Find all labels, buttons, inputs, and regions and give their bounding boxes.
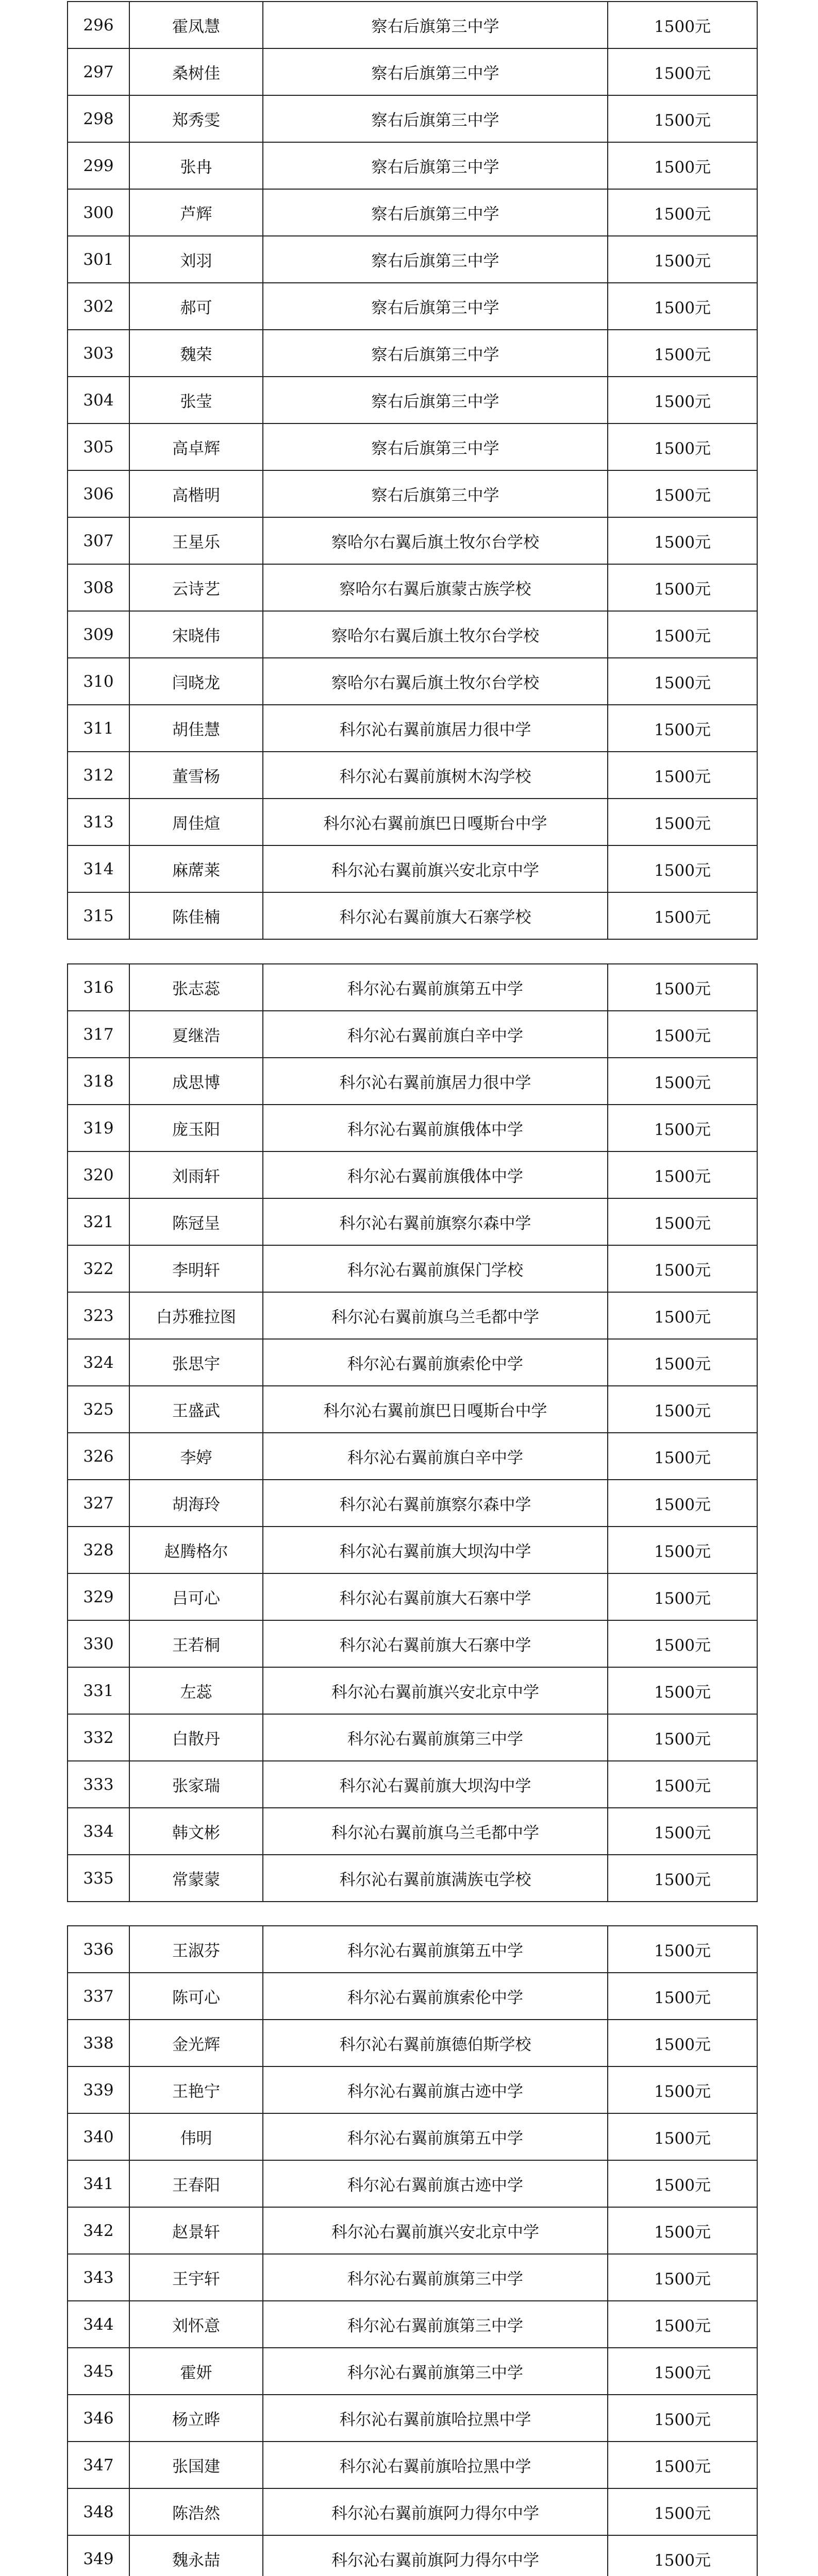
award-amount: 1500元 [608,2254,757,2301]
school-name: 科尔沁右翼前旗俄体中学 [263,1105,608,1151]
award-amount: 1500元 [608,2160,757,2207]
school-name: 科尔沁右翼前旗兴安北京中学 [263,2207,608,2254]
school-name: 科尔沁右翼前旗兴安北京中学 [263,1667,608,1714]
school-name: 察右后旗第三中学 [263,48,608,95]
row-number: 336 [68,1926,129,1973]
table-row [68,1926,757,1973]
table-row [68,2,757,48]
school-name: 科尔沁右翼前旗古迹中学 [263,2066,608,2113]
student-name: 张国建 [129,2442,263,2488]
school-name: 科尔沁右翼前旗第三中学 [263,1714,608,1761]
table-row [68,377,757,423]
row-number: 327 [68,1480,129,1527]
school-name: 科尔沁右翼前旗哈拉黑中学 [263,2395,608,2442]
award-amount: 1500元 [608,1527,757,1573]
award-amount: 1500元 [608,95,757,142]
table-row [68,1011,757,1058]
school-name: 察右后旗第三中学 [263,189,608,236]
table-row [68,2535,757,2576]
school-name: 察右后旗第三中学 [263,95,608,142]
table-row [68,423,757,470]
table-row [68,1339,757,1386]
student-name: 王星乐 [129,517,263,564]
table-row [68,142,757,189]
school-name: 科尔沁右翼前旗第三中学 [263,2254,608,2301]
row-number: 345 [68,2348,129,2395]
award-amount: 1500元 [608,1292,757,1339]
student-name: 伟明 [129,2113,263,2160]
row-number: 317 [68,1011,129,1058]
row-number: 326 [68,1433,129,1480]
award-amount: 1500元 [608,705,757,752]
award-amount: 1500元 [608,1245,757,1292]
row-number: 296 [68,2,129,48]
student-name: 桑树佳 [129,48,263,95]
table-row [68,1245,757,1292]
student-name: 王淑芬 [129,1926,263,1973]
student-name: 吕可心 [129,1573,263,1620]
student-name: 王艳宁 [129,2066,263,2113]
scholarship-table-part-2 [67,963,758,1902]
table-row [68,2254,757,2301]
school-name: 科尔沁右翼前旗乌兰毛都中学 [263,1808,608,1855]
row-number: 299 [68,142,129,189]
student-name: 庞玉阳 [129,1105,263,1151]
table-row [68,1151,757,1198]
table-row [68,470,757,517]
student-name: 赵景轩 [129,2207,263,2254]
row-number: 322 [68,1245,129,1292]
table-row [68,1386,757,1433]
school-name: 科尔沁右翼前旗大石寨中学 [263,1620,608,1667]
row-number: 344 [68,2301,129,2348]
row-number: 341 [68,2160,129,2207]
school-name: 察右后旗第三中学 [263,142,608,189]
row-number: 301 [68,236,129,283]
row-number: 303 [68,330,129,377]
table-row [68,1808,757,1855]
award-amount: 1500元 [608,1480,757,1527]
student-name: 霍妍 [129,2348,263,2395]
table-row [68,2066,757,2113]
row-number: 338 [68,2020,129,2066]
student-name: 芦辉 [129,189,263,236]
table-row [68,964,757,1011]
award-amount: 1500元 [608,2535,757,2576]
award-amount: 1500元 [608,564,757,611]
table-row [68,2488,757,2535]
row-number: 297 [68,48,129,95]
school-name: 科尔沁右翼前旗察尔森中学 [263,1480,608,1527]
school-name: 察哈尔右翼后旗土牧尔台学校 [263,517,608,564]
row-number: 328 [68,1527,129,1573]
award-amount: 1500元 [608,1198,757,1245]
row-number: 332 [68,1714,129,1761]
student-name: 左蕊 [129,1667,263,1714]
row-number: 330 [68,1620,129,1667]
row-number: 306 [68,470,129,517]
award-amount: 1500元 [608,799,757,845]
school-name: 察右后旗第三中学 [263,377,608,423]
school-name: 科尔沁右翼前旗兴安北京中学 [263,845,608,892]
school-name: 科尔沁右翼前旗俄体中学 [263,1151,608,1198]
award-amount: 1500元 [608,1058,757,1105]
school-name: 察右后旗第三中学 [263,423,608,470]
table-row [68,2113,757,2160]
row-number: 312 [68,752,129,799]
row-number: 314 [68,845,129,892]
table-row [68,1855,757,1902]
school-name: 科尔沁右翼前旗索伦中学 [263,1973,608,2020]
student-name: 张莹 [129,377,263,423]
school-name: 科尔沁右翼前旗德伯斯学校 [263,2020,608,2066]
table-row [68,95,757,142]
row-number: 343 [68,2254,129,2301]
row-number: 307 [68,517,129,564]
student-name: 胡海玲 [129,1480,263,1527]
school-name: 科尔沁右翼前旗第五中学 [263,1926,608,1973]
school-name: 察哈尔右翼后旗土牧尔台学校 [263,611,608,658]
table-row [68,799,757,845]
student-name: 王宇轩 [129,2254,263,2301]
award-amount: 1500元 [608,1855,757,1902]
school-name: 科尔沁右翼前旗大坝沟中学 [263,1527,608,1573]
row-number: 302 [68,283,129,330]
student-name: 魏永喆 [129,2535,263,2576]
row-number: 298 [68,95,129,142]
student-name: 高卓辉 [129,423,263,470]
student-name: 成思博 [129,1058,263,1105]
row-number: 309 [68,611,129,658]
student-name: 夏继浩 [129,1011,263,1058]
student-name: 韩文彬 [129,1808,263,1855]
row-number: 324 [68,1339,129,1386]
row-number: 349 [68,2535,129,2576]
award-amount: 1500元 [608,1714,757,1761]
student-name: 霍凤慧 [129,2,263,48]
award-amount: 1500元 [608,189,757,236]
student-name: 高楷明 [129,470,263,517]
table-row [68,845,757,892]
table-row [68,2020,757,2066]
table-row [68,236,757,283]
table-row [68,2348,757,2395]
school-name: 科尔沁右翼前旗居力很中学 [263,705,608,752]
scholarship-table-part-3 [67,1925,758,2576]
row-number: 300 [68,189,129,236]
school-name: 科尔沁右翼前旗第三中学 [263,2348,608,2395]
table-row [68,330,757,377]
student-name: 魏荣 [129,330,263,377]
school-name: 科尔沁右翼前旗白辛中学 [263,1011,608,1058]
school-name: 科尔沁右翼前旗巴日嘎斯台中学 [263,1386,608,1433]
school-name: 科尔沁右翼前旗索伦中学 [263,1339,608,1386]
student-name: 郝可 [129,283,263,330]
school-name: 科尔沁右翼前旗乌兰毛都中学 [263,1292,608,1339]
table-row [68,517,757,564]
row-number: 319 [68,1105,129,1151]
table-row [68,752,757,799]
school-name: 察哈尔右翼后旗土牧尔台学校 [263,658,608,705]
table-row [68,2207,757,2254]
table-row [68,283,757,330]
award-amount: 1500元 [608,892,757,939]
award-amount: 1500元 [608,470,757,517]
row-number: 313 [68,799,129,845]
school-name: 科尔沁右翼前旗大石寨学校 [263,892,608,939]
student-name: 周佳煊 [129,799,263,845]
student-name: 张志蕊 [129,964,263,1011]
student-name: 杨立晔 [129,2395,263,2442]
row-number: 333 [68,1761,129,1808]
school-name: 察右后旗第三中学 [263,236,608,283]
table-row [68,2160,757,2207]
student-name: 董雪杨 [129,752,263,799]
table-row [68,892,757,939]
table-row [68,564,757,611]
award-amount: 1500元 [608,752,757,799]
school-name: 科尔沁右翼前旗满族屯学校 [263,1855,608,1902]
row-number: 342 [68,2207,129,2254]
table-row [68,1573,757,1620]
school-name: 科尔沁右翼前旗巴日嘎斯台中学 [263,799,608,845]
row-number: 334 [68,1808,129,1855]
table-row [68,611,757,658]
row-number: 311 [68,705,129,752]
student-name: 王春阳 [129,2160,263,2207]
student-name: 金光辉 [129,2020,263,2066]
table-row [68,48,757,95]
table-row [68,2442,757,2488]
table-row [68,1105,757,1151]
school-name: 科尔沁右翼前旗大坝沟中学 [263,1761,608,1808]
school-name: 科尔沁右翼前旗哈拉黑中学 [263,2442,608,2488]
award-amount: 1500元 [608,48,757,95]
scholarship-table-part-1 [67,1,758,940]
table-row [68,2395,757,2442]
table-row [68,1667,757,1714]
table-row [68,2301,757,2348]
row-number: 310 [68,658,129,705]
award-amount: 1500元 [608,2395,757,2442]
row-number: 305 [68,423,129,470]
student-name: 常蒙蒙 [129,1855,263,1902]
row-number: 308 [68,564,129,611]
row-number: 346 [68,2395,129,2442]
student-name: 张思宇 [129,1339,263,1386]
school-name: 察哈尔右翼后旗蒙古族学校 [263,564,608,611]
row-number: 339 [68,2066,129,2113]
student-name: 王盛武 [129,1386,263,1433]
award-amount: 1500元 [608,2442,757,2488]
row-number: 315 [68,892,129,939]
table-row [68,1620,757,1667]
row-number: 321 [68,1198,129,1245]
school-name: 科尔沁右翼前旗古迹中学 [263,2160,608,2207]
award-amount: 1500元 [608,611,757,658]
school-name: 科尔沁右翼前旗察尔森中学 [263,1198,608,1245]
table-row [68,1480,757,1527]
student-name: 陈浩然 [129,2488,263,2535]
award-amount: 1500元 [608,142,757,189]
award-amount: 1500元 [608,1973,757,2020]
row-number: 329 [68,1573,129,1620]
row-number: 316 [68,964,129,1011]
award-amount: 1500元 [608,1620,757,1667]
student-name: 宋晓伟 [129,611,263,658]
table-row [68,1433,757,1480]
school-name: 科尔沁右翼前旗居力很中学 [263,1058,608,1105]
award-amount: 1500元 [608,330,757,377]
table-row [68,705,757,752]
award-amount: 1500元 [608,283,757,330]
award-amount: 1500元 [608,1573,757,1620]
student-name: 白苏雅拉图 [129,1292,263,1339]
row-number: 347 [68,2442,129,2488]
row-number: 335 [68,1855,129,1902]
table-row [68,1761,757,1808]
student-name: 陈可心 [129,1973,263,2020]
school-name: 科尔沁右翼前旗树木沟学校 [263,752,608,799]
student-name: 白散丹 [129,1714,263,1761]
row-number: 340 [68,2113,129,2160]
award-amount: 1500元 [608,1105,757,1151]
row-number: 320 [68,1151,129,1198]
school-name: 察右后旗第三中学 [263,470,608,517]
award-amount: 1500元 [608,2348,757,2395]
award-amount: 1500元 [608,1151,757,1198]
school-name: 科尔沁右翼前旗阿力得尔中学 [263,2535,608,2576]
student-name: 张冉 [129,142,263,189]
school-name: 察右后旗第三中学 [263,283,608,330]
award-amount: 1500元 [608,1761,757,1808]
award-amount: 1500元 [608,1926,757,1973]
award-amount: 1500元 [608,1667,757,1714]
award-amount: 1500元 [608,377,757,423]
school-name: 科尔沁右翼前旗第三中学 [263,2301,608,2348]
award-amount: 1500元 [608,658,757,705]
table-row [68,1292,757,1339]
table-row [68,189,757,236]
school-name: 科尔沁右翼前旗第五中学 [263,964,608,1011]
student-name: 闫晓龙 [129,658,263,705]
award-amount: 1500元 [608,845,757,892]
row-number: 318 [68,1058,129,1105]
school-name: 察右后旗第三中学 [263,2,608,48]
student-name: 刘羽 [129,236,263,283]
award-amount: 1500元 [608,2,757,48]
row-number: 337 [68,1973,129,2020]
award-amount: 1500元 [608,1339,757,1386]
table-row [68,1058,757,1105]
school-name: 科尔沁右翼前旗保门学校 [263,1245,608,1292]
row-number: 323 [68,1292,129,1339]
table-row [68,1714,757,1761]
student-name: 张家瑞 [129,1761,263,1808]
student-name: 赵腾格尔 [129,1527,263,1573]
table-row [68,658,757,705]
student-name: 李明轩 [129,1245,263,1292]
award-amount: 1500元 [608,236,757,283]
student-name: 陈冠呈 [129,1198,263,1245]
school-name: 科尔沁右翼前旗大石寨中学 [263,1573,608,1620]
row-number: 331 [68,1667,129,1714]
award-amount: 1500元 [608,2488,757,2535]
student-name: 王若桐 [129,1620,263,1667]
award-amount: 1500元 [608,2207,757,2254]
table-row [68,1973,757,2020]
award-amount: 1500元 [608,1011,757,1058]
student-name: 麻蓆莱 [129,845,263,892]
table-row [68,1198,757,1245]
student-name: 郑秀雯 [129,95,263,142]
award-amount: 1500元 [608,1433,757,1480]
table-row [68,1527,757,1573]
award-amount: 1500元 [608,2066,757,2113]
row-number: 304 [68,377,129,423]
student-name: 陈佳楠 [129,892,263,939]
school-name: 察右后旗第三中学 [263,330,608,377]
row-number: 325 [68,1386,129,1433]
award-amount: 1500元 [608,2113,757,2160]
row-number: 348 [68,2488,129,2535]
award-amount: 1500元 [608,517,757,564]
student-name: 刘怀意 [129,2301,263,2348]
student-name: 李婷 [129,1433,263,1480]
award-amount: 1500元 [608,1808,757,1855]
award-amount: 1500元 [608,1386,757,1433]
award-amount: 1500元 [608,2301,757,2348]
school-name: 科尔沁右翼前旗白辛中学 [263,1433,608,1480]
award-amount: 1500元 [608,964,757,1011]
award-amount: 1500元 [608,2020,757,2066]
school-name: 科尔沁右翼前旗第五中学 [263,2113,608,2160]
student-name: 刘雨轩 [129,1151,263,1198]
award-amount: 1500元 [608,423,757,470]
student-name: 云诗艺 [129,564,263,611]
school-name: 科尔沁右翼前旗阿力得尔中学 [263,2488,608,2535]
student-name: 胡佳慧 [129,705,263,752]
